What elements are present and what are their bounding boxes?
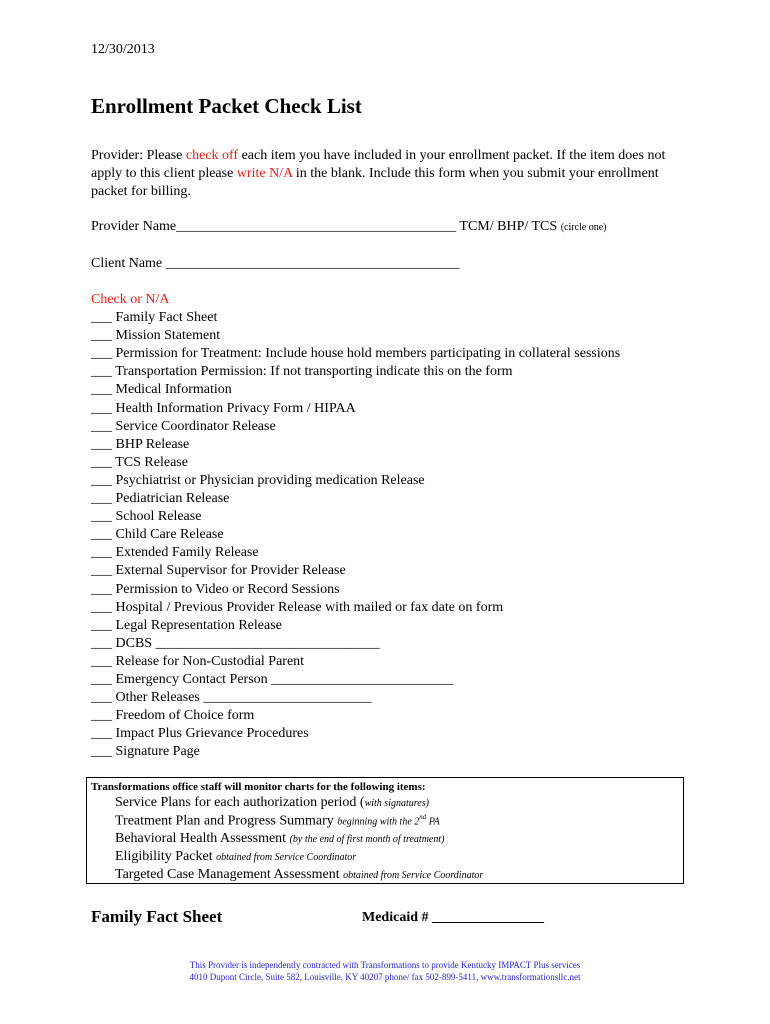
monitor-item-note-sup: nd: [419, 813, 427, 821]
provider-name-line: [91, 219, 607, 235]
medicaid-number-field[interactable]: Medicaid # ________________: [362, 910, 544, 925]
checklist-item[interactable]: ___ Service Coordinator Release: [91, 418, 276, 434]
monitor-item-text: Targeted Case Management Assessment: [115, 867, 344, 882]
checklist-item[interactable]: ___ DCBS ________________________________: [91, 635, 380, 651]
provider-type-options[interactable]: TCM/ BHP/ TCS: [459, 219, 558, 234]
checklist-item[interactable]: ___ Impact Plus Grievance Procedures: [91, 726, 309, 742]
checklist-item[interactable]: ___ Legal Representation Release: [91, 617, 282, 633]
checklist-item[interactable]: ___ Other Releases ________________________: [91, 690, 372, 706]
checklist-item[interactable]: ___ Signature Page: [91, 744, 200, 760]
page-title: Enrollment Packet Check List: [91, 94, 362, 118]
monitor-item-text: Behavioral Health Assessment: [115, 831, 290, 846]
provider-name-label: Provider Name: [91, 219, 177, 234]
monitor-item-behavioral-assessment: [115, 831, 444, 847]
client-name-label: Client Name: [91, 256, 163, 271]
monitor-item-note: beginning with the 2: [337, 816, 420, 828]
checklist-item[interactable]: ___ Transportation Permission: If not transporting indicate this on the form: [91, 364, 513, 380]
footer-line-2: 4010 Dupont Circle, Suite 582, Louisville, KY 40207 phone/ fax 502-899-5411, www.transformationsllc.net: [189, 972, 581, 982]
checklist-item[interactable]: ___ Child Care Release: [91, 527, 224, 543]
monitor-item-text: Eligibility Packet: [115, 849, 217, 864]
checklist-item[interactable]: ___ Medical Information: [91, 382, 232, 398]
provider-name-blank[interactable]: ________________________________________: [176, 219, 457, 234]
intro-write-na: write N/A: [236, 166, 293, 181]
monitor-item-text: Service Plans for each authorization period (: [115, 795, 365, 810]
checklist-item[interactable]: ___ Extended Family Release: [91, 545, 259, 561]
checklist-item[interactable]: ___ School Release: [91, 509, 202, 525]
checklist-item[interactable]: ___ Permission for Treatment: Include house hold members participating in collateral sessions: [91, 346, 621, 362]
checklist-item[interactable]: ___ External Supervisor for Provider Release: [91, 563, 346, 579]
monitor-item-note: with signatures): [364, 798, 429, 809]
family-fact-sheet-heading: Family Fact Sheet: [91, 907, 223, 926]
checklist-item[interactable]: ___ Family Fact Sheet: [91, 310, 218, 326]
monitor-item-treatment-plan: [115, 813, 440, 830]
instructions-paragraph: [91, 147, 681, 201]
monitor-item-text: Treatment Plan and Progress Summary: [115, 813, 338, 829]
checklist-header: Check or N/A: [91, 292, 170, 307]
document-date: 12/30/2013: [91, 42, 155, 57]
circle-one-note: (circle one): [560, 222, 607, 233]
client-name-line: [91, 256, 460, 272]
checklist-item[interactable]: ___ Permission to Video or Record Sessions: [91, 581, 340, 597]
footer-line-1: This Provider is independently contracted with Transformations to provide Kentucky IMPACT Plus services: [189, 960, 581, 970]
monitor-item-case-management: [115, 867, 483, 883]
checklist-item[interactable]: ___ Hospital / Previous Provider Release with mailed or fax date on form: [91, 599, 504, 615]
monitor-item-note: (by the end of first month of treatment): [289, 834, 445, 845]
monitor-item-eligibility-packet: [115, 849, 356, 865]
checklist-item[interactable]: ___ Mission Statement: [91, 328, 221, 344]
intro-text-3: in the blank. Include this form when you submit your enrollment packet for billing.: [91, 166, 659, 199]
checklist-item[interactable]: ___ Health Information Privacy Form / HIPAA: [91, 400, 356, 416]
monitor-item-service-plans: [115, 795, 429, 811]
monitor-item-note: PA: [426, 816, 440, 828]
checklist-item[interactable]: ___ Pediatrician Release: [91, 491, 230, 507]
checklist-item[interactable]: ___ TCS Release: [91, 454, 188, 470]
checklist: [91, 291, 620, 761]
client-name-blank[interactable]: __________________________________________: [165, 256, 460, 271]
intro-text-2: each item you have included in your enrollment packet. If the item does not apply to this client please: [91, 148, 666, 181]
staff-monitor-box: [86, 777, 684, 884]
monitor-box-heading: Transformations office staff will monitor charts for the following items:: [91, 781, 426, 793]
intro-text-1: Provider: Please: [91, 148, 186, 163]
checklist-item[interactable]: ___ BHP Release: [91, 436, 190, 452]
monitor-item-note: obtained from Service Coordinator: [343, 870, 484, 881]
checklist-item[interactable]: ___ Release for Non-Custodial Parent: [91, 653, 305, 669]
checklist-item[interactable]: ___ Psychiatrist or Physician providing medication Release: [91, 472, 425, 488]
intro-check-off: check off: [185, 148, 239, 163]
checklist-item[interactable]: ___ Freedom of Choice form: [91, 708, 255, 724]
checklist-item[interactable]: ___ Emergency Contact Person __________________________: [91, 671, 454, 687]
monitor-item-note: obtained from Service Coordinator: [216, 852, 357, 863]
